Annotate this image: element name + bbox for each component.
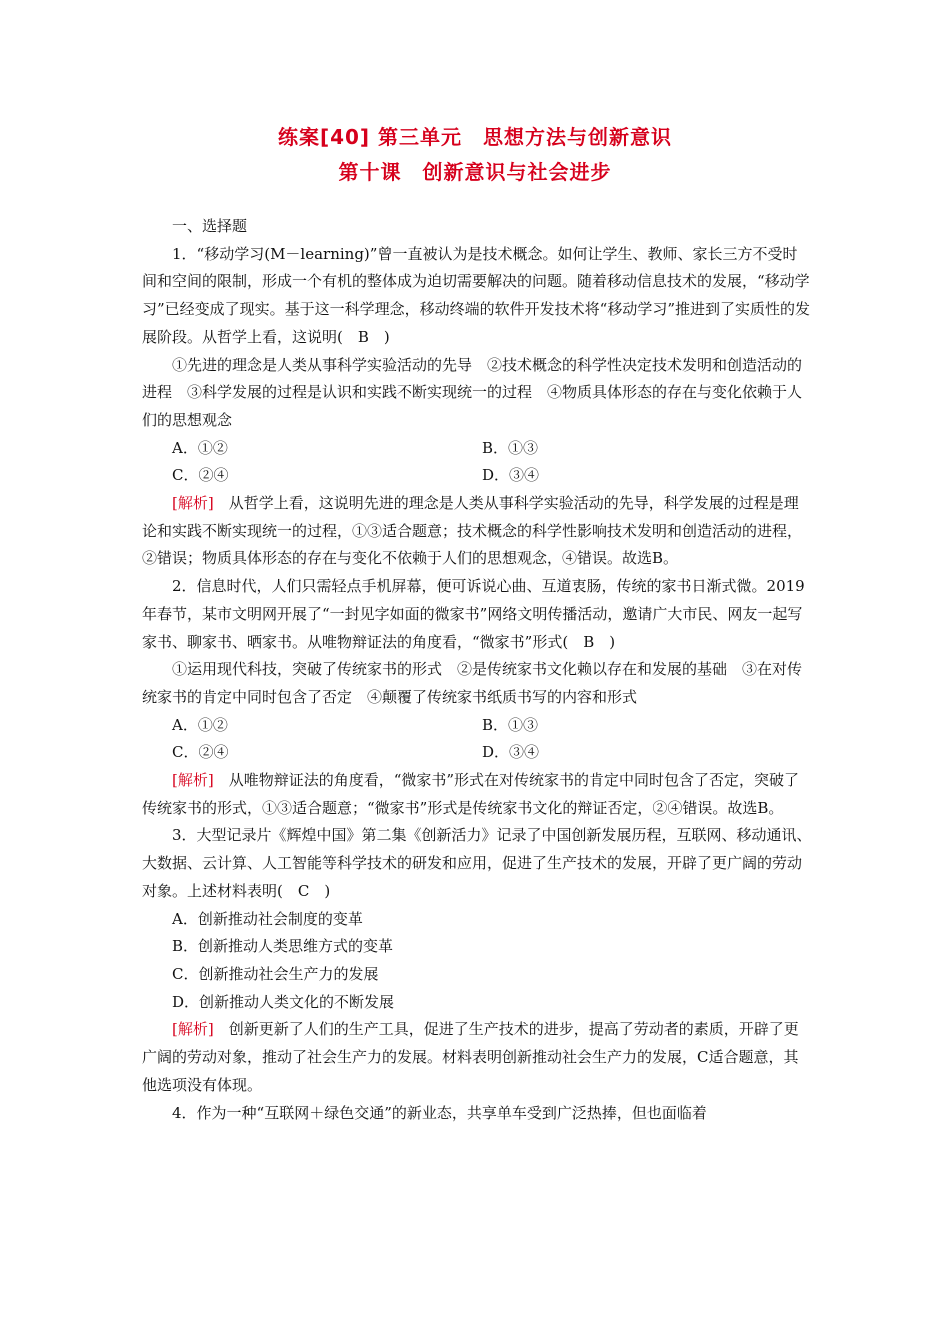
analysis-paragraph <box>142 490 812 573</box>
option-d: D．创新推动人类文化的不断发展 <box>172 992 395 1011</box>
lesson-title: 第十课 创新意识与社会进步 <box>338 160 612 184</box>
question-statements: ①先进的理念是人类从事科学实验活动的先导 ②技术概念的科学性决定技术发明和创造活动的进程 ③科学发展的过程是认识和实践不断实现统一的过程 ④物质具体形态的存在与变化依赖于人们的思想观念 <box>142 355 803 429</box>
option-b: B．①③ <box>482 438 539 457</box>
analysis-tag: [解析] <box>172 771 214 790</box>
question-statements: ①运用现代科技，突破了传统家书的形式 ②是传统家书文化赖以存在和发展的基础 ③在对传统家书的肯定中同时包含了否定 ④颠覆了传统家书纸质书写的内容和形式 <box>142 660 803 706</box>
option-row <box>142 435 812 463</box>
section-heading: 一、选择题 <box>172 217 248 235</box>
analysis-text: 从唯物辩证法的角度看，“微家书”形式在对传统家书的肯定中同时包含了否定，突破了传统家书的形式，①③适合题意；“微家书”形式是传统家书文化的辩证否定，②④错误。故选B。 <box>142 771 800 817</box>
question-stem: 1．“移动学习(M－learning)”曾一直被认为是技术概念。如何让学生、教师、家长三方不受时间和空间的限制，形成一个有机的整体成为迫切需要解决的问题。随着移动信息技术的发展，“移动学习”已经变成了现实。基于这一科学理念，移动终端的软件开发技术将“移动学习”推进到了实质性的发展阶段。从哲学上看，这说明( B ) <box>142 244 811 346</box>
document-title: 练案[40] 第三单元 思想方法与创新意识 <box>277 125 673 149</box>
option-a: A．①② <box>172 715 228 734</box>
analysis-tag: [解析] <box>172 494 214 513</box>
option-d: D．③④ <box>482 466 540 485</box>
option-row <box>142 462 812 490</box>
option-row <box>142 712 812 740</box>
option-c: C．②④ <box>172 466 229 485</box>
option-row <box>142 739 812 767</box>
option-c: C．②④ <box>172 743 229 762</box>
option-a: A．创新推动社会制度的变革 <box>172 909 363 928</box>
question-content <box>142 213 812 1127</box>
option-b: B．创新推动人类思维方式的变革 <box>172 937 394 956</box>
analysis-paragraph <box>142 1016 812 1099</box>
question-stem: 4．作为一种“互联网＋绿色交通”的新业态，共享单车受到广泛热捧，但也面临着 <box>172 1103 707 1122</box>
analysis-text: 创新更新了人们的生产工具，促进了生产技术的进步，提高了劳动者的素质，开辟了更广阔的劳动对象，推动了社会生产力的发展。材料表明创新推动社会生产力的发展，C适合题意，其他选项没有体现。 <box>142 1020 799 1094</box>
analysis-text: 从哲学上看，这说明先进的理念是人类从事科学实验活动的先导，科学发展的过程是理论和实践不断实现统一的过程，①③适合题意；技术概念的科学性影响技术发明和创造活动的进程，②错误；物质具体形态的存在与变化不依赖于人们的思想观念，④错误。故选B。 <box>142 494 803 568</box>
option-a: A．①② <box>172 438 228 457</box>
question-stem: 3．大型记录片《辉煌中国》第二集《创新活力》记录了中国创新发展历程，互联网、移动通讯、大数据、云计算、人工智能等科学技术的研发和应用，促进了生产技术的发展，开辟了更广阔的劳动对象。上述材料表明( C ) <box>142 826 812 900</box>
analysis-paragraph <box>142 767 812 822</box>
option-c: C．创新推动社会生产力的发展 <box>172 964 379 983</box>
question-stem: 2．信息时代，人们只需轻点手机屏幕，便可诉说心曲、互道衷肠，传统的家书日渐式微。2019年春节，某市文明网开展了“一封见字如面的微家书”网络文明传播活动，邀请广大市民、网友一起写家书、聊家书、晒家书。从唯物辩证法的角度看，“微家书”形式( B ) <box>142 577 805 651</box>
option-b: B．①③ <box>482 715 539 734</box>
analysis-tag: [解析] <box>172 1020 214 1039</box>
option-d: D．③④ <box>482 743 540 762</box>
